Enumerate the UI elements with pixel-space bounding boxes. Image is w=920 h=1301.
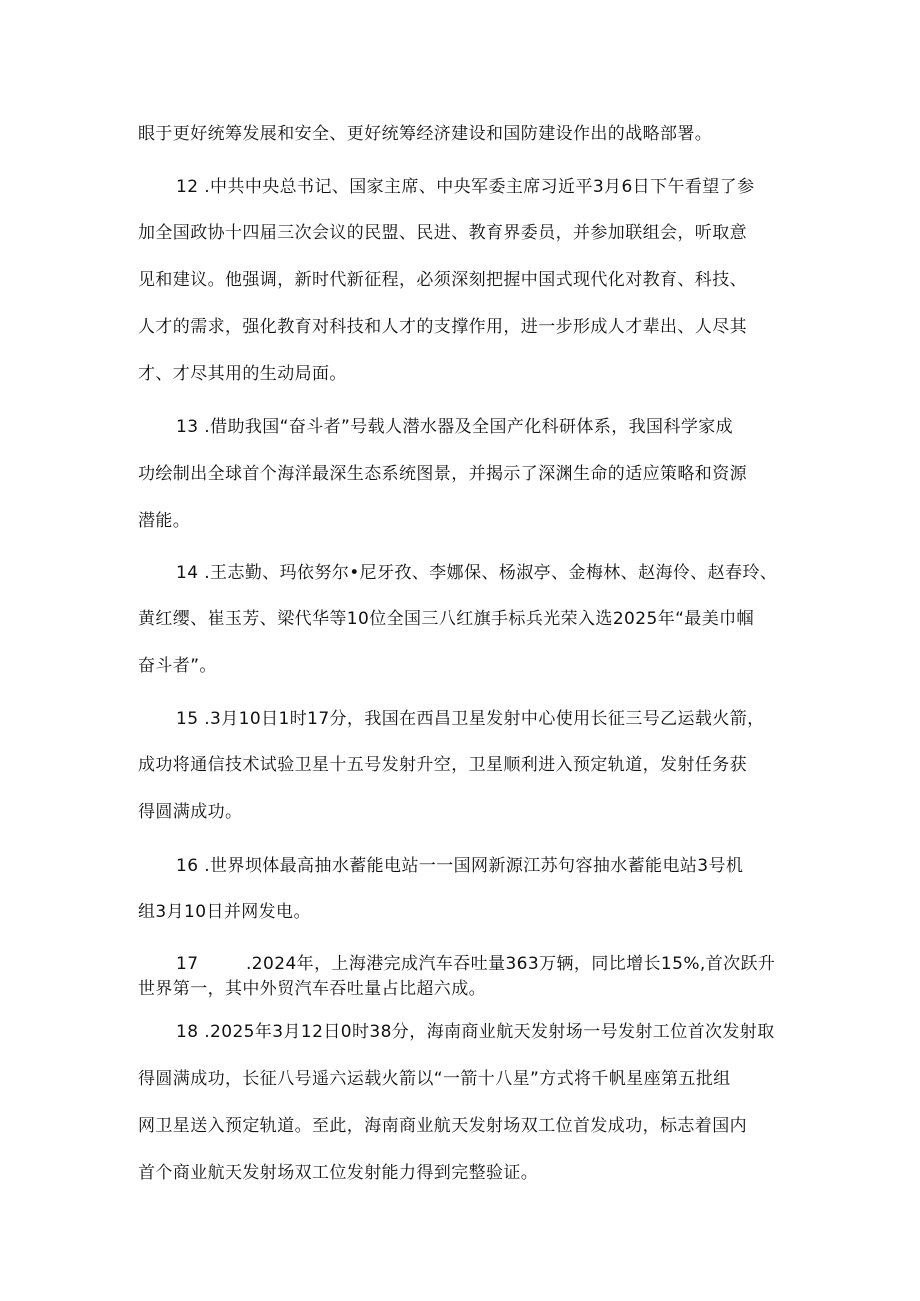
item-number: 17 [176,954,199,974]
paragraph-line: 功绘制出全球首个海洋最深生态系统图景，并揭示了深渊生命的适应策略和资源 [138,464,747,484]
paragraph-line: 黄红缨、崔玉芳、梁代华等10位全国三八红旗手标兵光荣入选2025年“最美巾帼 [138,609,754,629]
paragraph-line: 潜能。 [138,511,191,531]
paragraph-line: 成功将通信技术试验卫星十五号发射升空，卫星顺利进入预定轨道，发射任务获 [138,755,747,775]
paragraph-line: 眼于更好统筹发展和安全、更好统筹经济建设和国防建设作出的战略部署。 [138,124,713,144]
paragraph-line: 首个商业航天发射场双工位发射能力得到完整验证。 [138,1163,539,1183]
paragraph-line: 网卫星送入预定轨道。至此，海南商业航天发射场双工位首发成功，标志着国内 [138,1116,747,1136]
paragraph-line: 15 .3月10日1时17分，我国在西昌卫星发射中心使用长征三号乙运载火箭， [176,709,765,729]
paragraph-line: 13 .借助我国“奋斗者”号载人潜水器及全国产化科研体系，我国科学家成 [176,417,734,437]
item-text: .2024年，上海港完成汽车吞吐量363万辆，同比增长15%,首次跃升 [246,954,776,974]
paragraph-line: 得圆满成功，长征八号遥六运载火箭以“一箭十八星”方式将千帆星座第五批组 [138,1069,731,1089]
paragraph-line [176,952,798,976]
paragraph-line: 人才的需求，强化教育对科技和人才的支撑作用，进一步形成人才辈出、人尽其 [138,317,747,337]
paragraph-line: 见和建议。他强调，新时代新征程，必须深刻把握中国式现代化对教育、科技、 [138,270,747,290]
paragraph-line: 18 .2025年3月12日0时38分，海南商业航天发射场一号发射工位首次发射取 [176,1022,775,1042]
paragraph-line: 奋斗者”。 [138,656,217,676]
paragraph-line: 世界第一，其中外贸汽车吞吐量占比超六成。 [138,979,486,999]
paragraph-line: 14 .王志勤、玛依努尔•尼牙孜、李娜保、杨淑亭、金梅林、赵海伶、赵春玲、 [176,563,778,583]
paragraph-line: 组3月10日并网发电。 [138,902,311,922]
paragraph-line: 加全国政协十四届三次会议的民盟、民进、教育界委员，并参加联组会，听取意 [138,223,747,243]
paragraph-line: 得圆满成功。 [138,802,243,822]
paragraph-line: 16 .世界坝体最高抽水蓄能电站一一国网新源江苏句容抽水蓄能电站3号机 [176,856,744,876]
paragraph-line: 12 .中共中央总书记、国家主席、中央军委主席习近平3月6日下午看望了参 [176,177,755,197]
paragraph-line: 才、才尽其用的生动局面。 [138,364,347,384]
